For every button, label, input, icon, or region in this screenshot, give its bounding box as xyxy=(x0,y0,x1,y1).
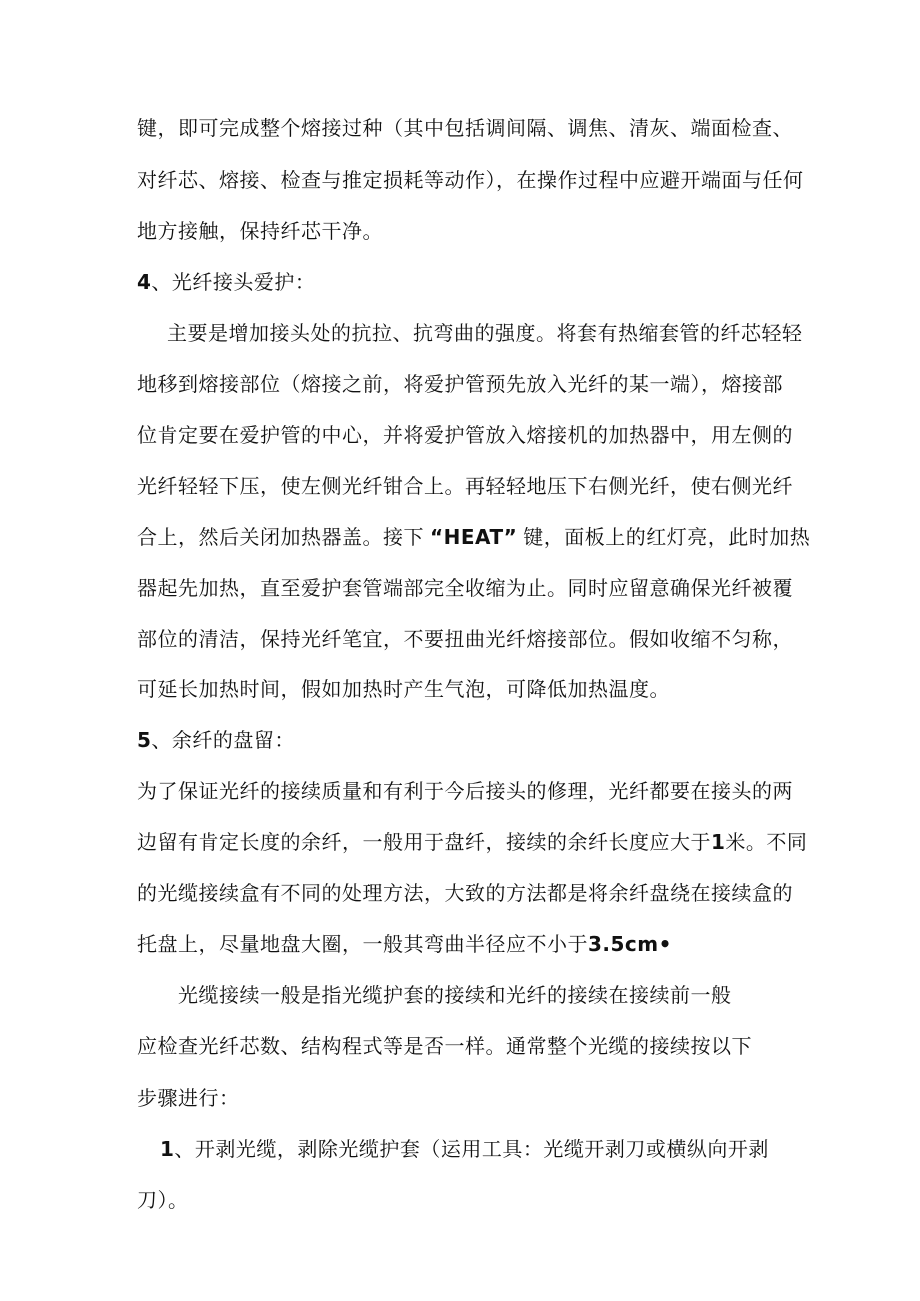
section-4-line-8: 可延长加热时间，假如加热时产生气泡，可降低加热温度。 xyxy=(137,677,670,701)
section-5-line-2 xyxy=(137,829,807,855)
step-1-line-2: 刀）。 xyxy=(137,1188,189,1212)
fiber-length-value: 1 xyxy=(711,830,726,854)
step-1-line-1 xyxy=(160,1136,769,1162)
intro-line-3: 步骤进行： xyxy=(137,1086,240,1110)
section-5-number: 5 xyxy=(137,728,152,752)
section-5-line-2-start: 边留有肯定长度的余纤，一般用于盘纤，接续的余纤长度应大于 xyxy=(137,830,711,854)
section-4-line-2: 地移到熔接部位（熔接之前，将爱护管预先放入光纤的某一端），熔接部 xyxy=(137,372,783,396)
para1-line-1: 键，即可完成整个熔接过种（其中包括调间隔、调焦、清灰、端面检查、 xyxy=(137,116,793,140)
section-4-line-4: 光纤轻轻下压，使左侧光纤钳合上。再轻轻地压下右侧光纤，使右侧光纤 xyxy=(137,474,793,498)
section-4-line-5-end: 键，面板上的红灯亮，此时加热 xyxy=(523,525,811,549)
section-4-title: 、光纤接头爱护： xyxy=(151,270,316,294)
bend-radius-value: 3.5cm• xyxy=(588,932,672,956)
section-4-number: 4 xyxy=(137,270,152,294)
section-5-line-1: 为了保证光纤的接续质量和有利于今后接头的修理，光纤都要在接头的两 xyxy=(137,779,793,803)
section-4-line-5-start: 合上，然后关闭加热器盖。接下 xyxy=(137,525,424,549)
section-4-line-3: 位肯定要在爱护管的中心，并将爱护管放入熔接机的加热器中，用左侧的 xyxy=(137,423,793,447)
para1-line-2: 对纤芯、熔接、检查与推定损耗等动作），在操作过程中应避开端面与任何 xyxy=(137,168,804,192)
step-1-number: 1 xyxy=(160,1137,175,1161)
step-1-text: 、开剥光缆，剥除光缆护套（运用工具：光缆开剥刀或横纵向开剥 xyxy=(174,1137,769,1161)
section-4-line-6: 器起先加热，直至爱护套管端部完全收缩为止。同时应留意确保光纤被覆 xyxy=(137,576,793,600)
section-5-line-2-end: 米。不同 xyxy=(725,830,808,854)
section-5-line-4 xyxy=(137,931,672,957)
section-4-line-7: 部位的清洁，保持光纤笔宜，不要扭曲光纤熔接部位。假如收缩不匀称， xyxy=(137,627,793,651)
intro-line-2: 应检查光纤芯数、结构程式等是否一样。通常整个光缆的接续按以下 xyxy=(137,1034,752,1058)
section-4-line-5 xyxy=(137,524,810,550)
intro-line-1: 光缆接续一般是指光缆护套的接续和光纤的接续在接续前一般 xyxy=(178,983,732,1007)
section-5-line-4-start: 托盘上，尽量地盘大圈，一般其弯曲半径应不小于 xyxy=(137,932,588,956)
section-5-heading xyxy=(137,727,295,753)
section-4-heading xyxy=(137,269,315,295)
section-5-line-3: 的光缆接续盒有不同的处理方法，大致的方法都是将余纤盘绕在接续盒的 xyxy=(137,881,793,905)
heat-key-label: “HEAT” xyxy=(430,525,518,549)
section-4-line-1: 主要是增加接头处的抗拉、抗弯曲的强度。将套有热缩套管的纤芯轻轻 xyxy=(167,321,803,345)
section-5-title: 、余纤的盘留： xyxy=(151,728,295,752)
para1-line-3: 地方接触，保持纤芯干净。 xyxy=(137,219,383,243)
